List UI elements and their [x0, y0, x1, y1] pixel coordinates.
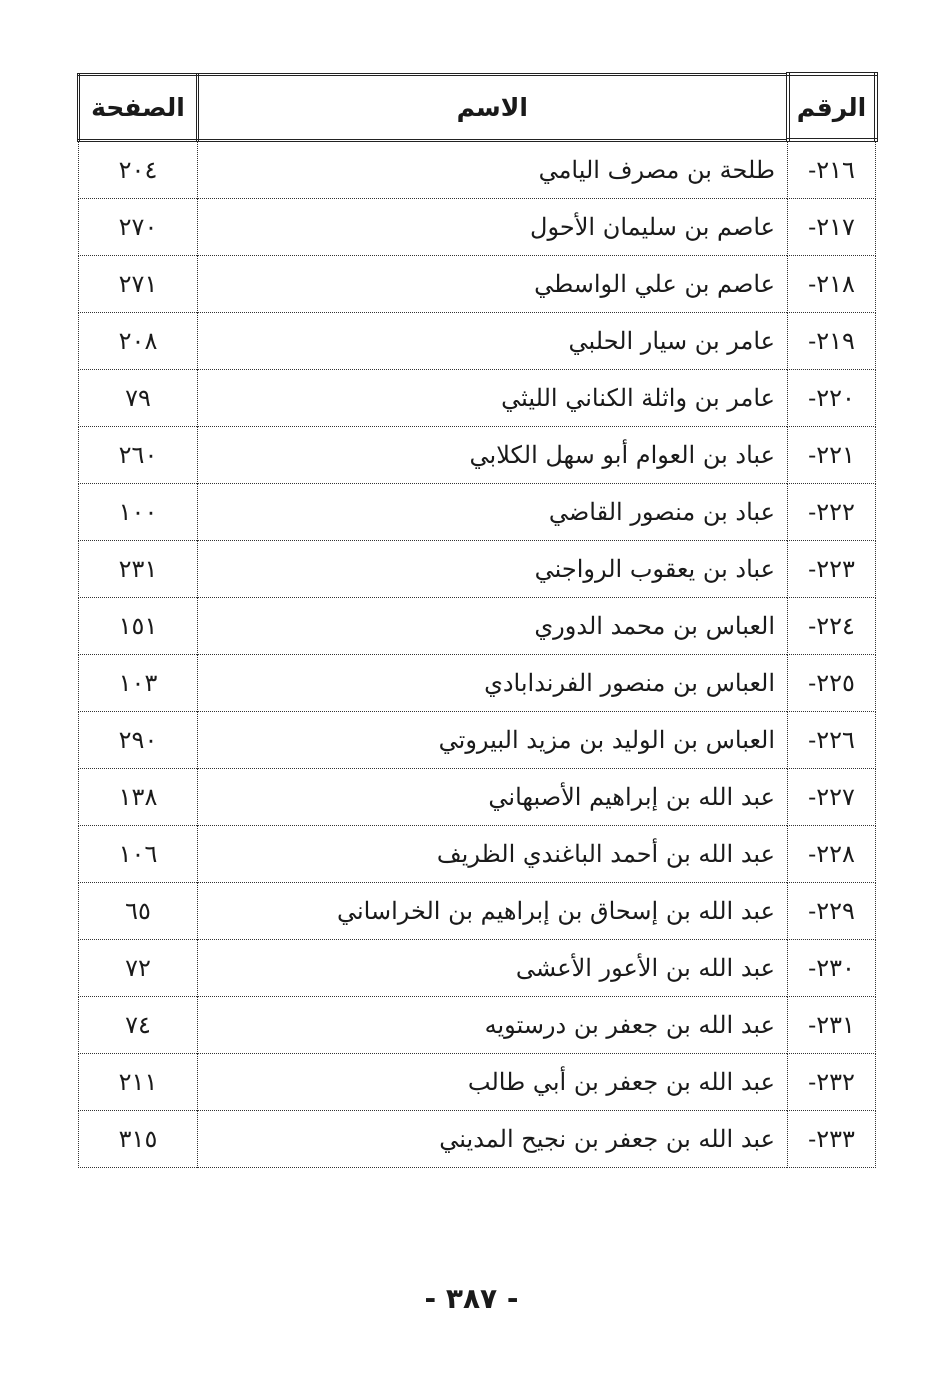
entry-page: ٧٤	[79, 997, 198, 1054]
entry-name: عبد الله بن جعفر بن نجيح المديني	[198, 1111, 788, 1168]
entry-number: ٢٢٧-	[788, 769, 876, 826]
header-row	[79, 74, 876, 140]
entry-page: ٢٧٠	[79, 199, 198, 256]
entry-name: عبد الله بن الأعور الأعشى	[198, 940, 788, 997]
table-row	[79, 256, 876, 313]
entry-number: ٢٣٣-	[788, 1111, 876, 1168]
header-name: الاسم	[198, 74, 788, 140]
entry-name: عامر بن سيار الحلبي	[198, 313, 788, 370]
table-row	[79, 769, 876, 826]
entry-number: ٢٣٠-	[788, 940, 876, 997]
entry-page: ٧٢	[79, 940, 198, 997]
entry-name: عباد بن منصور القاضي	[198, 484, 788, 541]
entry-page: ١٠٣	[79, 655, 198, 712]
table-row	[79, 199, 876, 256]
header-number: الرقم	[788, 74, 876, 140]
entry-page: ٢٠٤	[79, 140, 198, 199]
entry-name: العباس بن منصور الفرندابادي	[198, 655, 788, 712]
table-row	[79, 541, 876, 598]
entry-number: ٢٢١-	[788, 427, 876, 484]
table-row	[79, 1111, 876, 1168]
entry-page: ٣١٥	[79, 1111, 198, 1168]
table-row	[79, 655, 876, 712]
entry-page: ١٥١	[79, 598, 198, 655]
entry-name: عامر بن واثلة الكناني الليثي	[198, 370, 788, 427]
entry-number: ٢٢٦-	[788, 712, 876, 769]
table-row	[79, 1054, 876, 1111]
entry-name: عبد الله بن إسحاق بن إبراهيم بن الخراساني	[198, 883, 788, 940]
entry-number: ٢٢٢-	[788, 484, 876, 541]
entry-number: ٢٢٩-	[788, 883, 876, 940]
names-index-table	[77, 72, 878, 1168]
entry-number: ٢٢٠-	[788, 370, 876, 427]
entry-number: ٢١٩-	[788, 313, 876, 370]
entry-page: ٢٩٠	[79, 712, 198, 769]
table-row	[79, 140, 876, 199]
entry-number: ٢١٧-	[788, 199, 876, 256]
table-row	[79, 997, 876, 1054]
table-row	[79, 370, 876, 427]
entry-name: عباد بن يعقوب الرواجني	[198, 541, 788, 598]
table-row	[79, 598, 876, 655]
table-row	[79, 712, 876, 769]
entry-number: ٢٢٣-	[788, 541, 876, 598]
entry-page: ٢٣١	[79, 541, 198, 598]
entry-number: ٢١٦-	[788, 140, 876, 199]
entry-page: ١٠٠	[79, 484, 198, 541]
entry-name: عاصم بن علي الواسطي	[198, 256, 788, 313]
entry-page: ٦٥	[79, 883, 198, 940]
entry-name: عبد الله بن أحمد الباغندي الظريف	[198, 826, 788, 883]
table-body	[79, 140, 876, 1168]
entry-page: ٢٧١	[79, 256, 198, 313]
entry-name: عبد الله بن إبراهيم الأصبهاني	[198, 769, 788, 826]
table-row	[79, 826, 876, 883]
table-row	[79, 940, 876, 997]
entry-name: عاصم بن سليمان الأحول	[198, 199, 788, 256]
entry-number: ٢٣٢-	[788, 1054, 876, 1111]
entry-name: عباد بن العوام أبو سهل الكلابي	[198, 427, 788, 484]
page-number: - ٣٨٧ -	[424, 1282, 519, 1315]
entry-page: ١٣٨	[79, 769, 198, 826]
entry-page: ٧٩	[79, 370, 198, 427]
entry-page: ٢٠٨	[79, 313, 198, 370]
entry-name: عبد الله بن جعفر بن درستويه	[198, 997, 788, 1054]
entry-number: ٢٢٥-	[788, 655, 876, 712]
table-row	[79, 313, 876, 370]
entry-page: ٢٦٠	[79, 427, 198, 484]
entry-number: ٢٢٤-	[788, 598, 876, 655]
entry-number: ٢٢٨-	[788, 826, 876, 883]
table-row	[79, 883, 876, 940]
entry-name: العباس بن الوليد بن مزيد البيروتي	[198, 712, 788, 769]
entry-page: ٢١١	[79, 1054, 198, 1111]
table-row	[79, 484, 876, 541]
entry-page: ١٠٦	[79, 826, 198, 883]
table-header	[79, 74, 876, 140]
header-page: الصفحة	[79, 74, 198, 140]
entry-name: عبد الله بن جعفر بن أبي طالب	[198, 1054, 788, 1111]
entry-name: العباس بن محمد الدوري	[198, 598, 788, 655]
entry-number: ٢٣١-	[788, 997, 876, 1054]
entry-number: ٢١٨-	[788, 256, 876, 313]
table-row	[79, 427, 876, 484]
entry-name: طلحة بن مصرف اليامي	[198, 140, 788, 199]
